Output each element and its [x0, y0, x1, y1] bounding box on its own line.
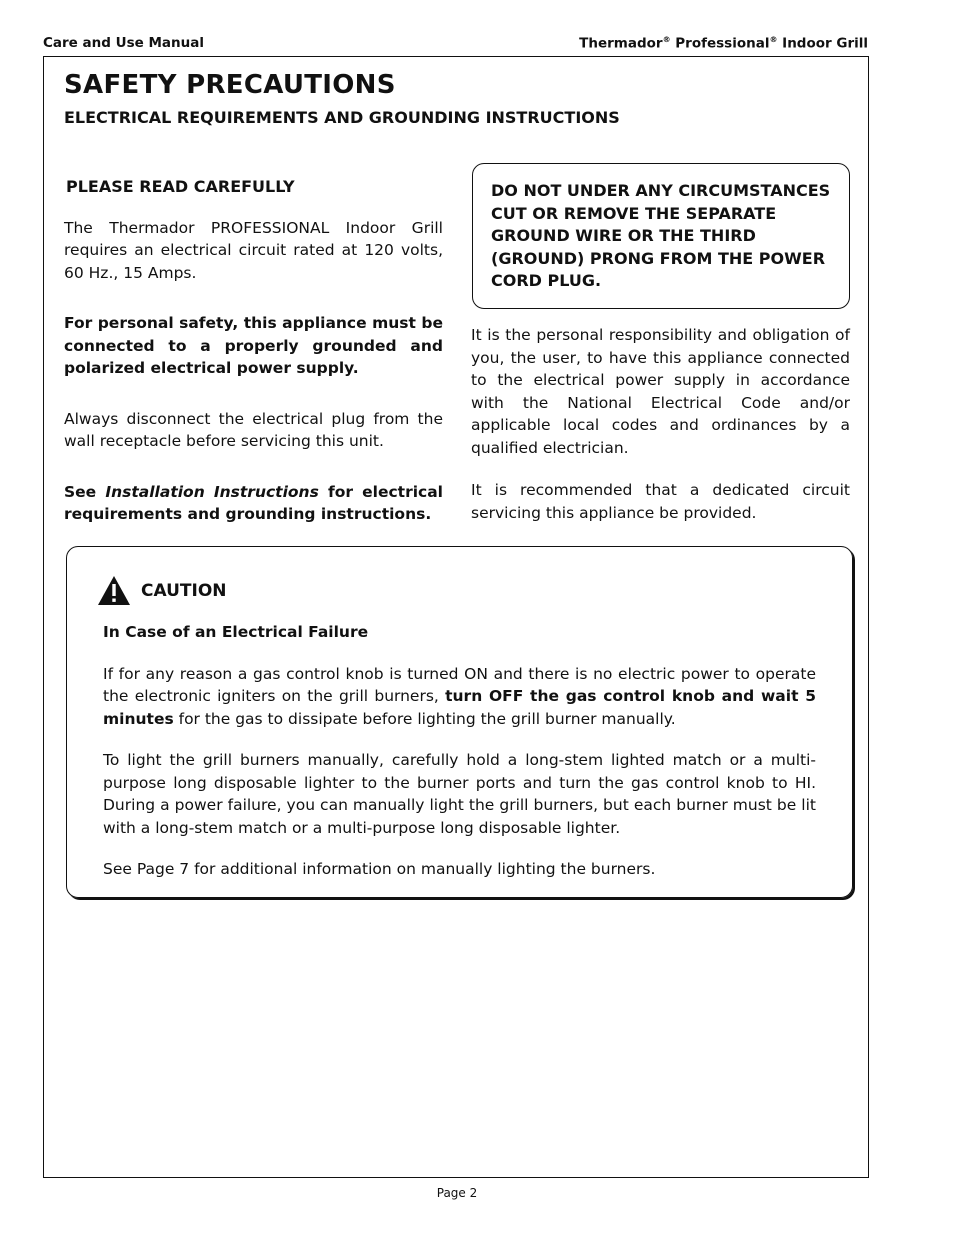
gas-knob-text: If for any reason a gas control knob is turned ON and there is no electric power to operate the electronic igniters on the grill burners,: [103, 664, 816, 705]
section-heading: PLEASE READ CAREFULLY: [66, 177, 295, 196]
right-column: [471, 324, 850, 524]
left-column: [64, 176, 443, 526]
gas-knob-paragraph: [103, 663, 816, 731]
grounding-paragraph: For personal safety, this appliance must be connected to a properly grounded and polarized electrical power supply.: [64, 314, 443, 377]
caution-header: [97, 575, 227, 606]
header-brand: Thermador: [579, 35, 663, 52]
manual-lighting-paragraph: To light the grill burners manually, carefully hold a long-stem lighted match or a multi-purpose long disposable lighter to the burner ports and turn the gas control knob to HI. During a power failure, you can manually light the grill burners, but each burner must be lit with a long-stem match or a multi-purpose long disposable lighter.: [103, 751, 816, 837]
header-indoor-grill: Indoor Grill: [777, 35, 868, 52]
electrical-rating-paragraph: The Thermador PROFESSIONAL Indoor Grill requires an electrical circuit rated at 120 volts, 60 Hz., 15 Amps.: [64, 218, 443, 282]
page-title: SAFETY PRECAUTIONS: [64, 70, 396, 100]
page-subtitle: ELECTRICAL REQUIREMENTS AND GROUNDING INSTRUCTIONS: [64, 108, 620, 127]
caution-subheading: In Case of an Electrical Failure: [103, 623, 369, 641]
caution-box: [66, 546, 853, 898]
disconnect-paragraph: Always disconnect the electrical plug from the wall receptacle before servicing this unit.: [64, 409, 443, 450]
header-professional: Professional: [670, 35, 770, 52]
header-product-title: [579, 35, 868, 52]
warning-triangle-icon: [97, 575, 131, 606]
page-reference-paragraph: See Page 7 for additional information on manually lighting the burners.: [103, 860, 656, 878]
gas-knob-instruction: turn OFF the gas control knob and wait 5 minutes: [103, 687, 816, 728]
reference-suffix: for electrical requirements and grounding instructions.: [64, 482, 443, 523]
registered-mark: ®: [769, 35, 778, 44]
caution-body: [103, 621, 816, 900]
responsibility-paragraph: It is the personal responsibility and obligation of you, the user, to have this appliance connected to the electrical power supply in accordance with the National Electrical Code and/or applicable local codes and ordinances by a qualified electrician.: [471, 326, 850, 457]
registered-mark: ®: [662, 35, 671, 44]
dedicated-circuit-paragraph: It is recommended that a dedicated circuit servicing this appliance be provided.: [471, 481, 850, 522]
installation-reference-paragraph: [64, 481, 443, 526]
caution-label: CAUTION: [141, 580, 227, 601]
ground-wire-warning-text: DO NOT UNDER ANY CIRCUMSTANCES CUT OR REMOVE THE SEPARATE GROUND WIRE OR THE THIRD (GROUND) PRONG FROM THE POWER CORD PLUG.: [491, 181, 831, 290]
installation-instructions-reference: Installation Instructions: [105, 482, 319, 501]
gas-knob-text-end: for the gas to dissipate before lighting the grill burner manually.: [173, 709, 676, 728]
page-number: Page 2: [436, 1186, 478, 1200]
ground-wire-warning-box: [472, 163, 850, 309]
header-manual-title: Care and Use Manual: [43, 35, 204, 51]
reference-prefix: See: [64, 482, 106, 501]
